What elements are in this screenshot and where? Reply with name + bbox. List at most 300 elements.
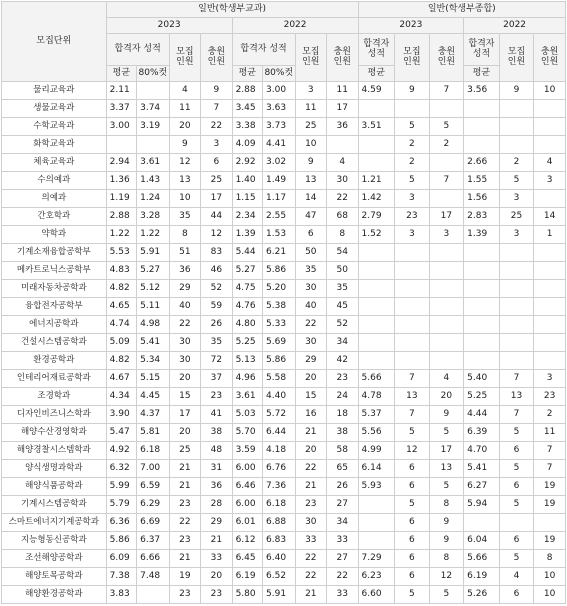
table-cell bbox=[464, 100, 500, 118]
table-cell: 8 bbox=[429, 550, 464, 568]
table-cell: 11 bbox=[295, 100, 326, 118]
table-cell: 1.19 bbox=[106, 190, 136, 208]
header-group-a: 일반(학생부교과) bbox=[106, 2, 358, 18]
table-cell: 5.53 bbox=[106, 244, 136, 262]
table-cell: 19 bbox=[534, 532, 566, 550]
table-cell bbox=[464, 136, 500, 154]
table-cell: 3 bbox=[499, 226, 534, 244]
header-a-2023: 2023 bbox=[106, 18, 232, 34]
table-row bbox=[2, 514, 566, 532]
table-cell: 4.70 bbox=[464, 442, 500, 460]
table-cell: 9 bbox=[429, 406, 464, 424]
table-cell: 21 bbox=[201, 532, 232, 550]
header-b22-grade: 합격자 성적 bbox=[464, 34, 500, 66]
table-cell: 6 bbox=[499, 442, 534, 460]
table-cell: 59 bbox=[201, 298, 232, 316]
table-cell bbox=[464, 298, 500, 316]
table-cell: 23 bbox=[295, 496, 326, 514]
table-cell: 6.46 bbox=[232, 478, 262, 496]
table-cell: 52 bbox=[327, 316, 359, 334]
header-b23-fill: 충원 인원 bbox=[429, 34, 464, 82]
table-cell bbox=[358, 262, 395, 280]
table-cell: 9 bbox=[499, 82, 534, 100]
table-cell: 12 bbox=[169, 154, 200, 172]
table-row bbox=[2, 496, 566, 514]
table-cell: 5 bbox=[429, 586, 464, 604]
table-cell bbox=[534, 136, 566, 154]
table-cell: 25 bbox=[499, 208, 534, 226]
table-cell: 6.18 bbox=[263, 496, 296, 514]
table-cell bbox=[395, 100, 430, 118]
table-cell bbox=[464, 118, 500, 136]
table-cell: 29 bbox=[201, 514, 232, 532]
table-cell: 2.11 bbox=[106, 82, 136, 100]
table-cell bbox=[358, 532, 395, 550]
table-cell: 15 bbox=[295, 388, 326, 406]
table-cell: 19 bbox=[534, 478, 566, 496]
table-cell: 25 bbox=[169, 442, 200, 460]
table-cell: 22 bbox=[295, 568, 326, 586]
table-cell: 21 bbox=[295, 478, 326, 496]
table-cell: 11 bbox=[534, 424, 566, 442]
table-cell: 3.02 bbox=[263, 154, 296, 172]
table-cell: 6 bbox=[395, 532, 430, 550]
table-cell: 1.42 bbox=[358, 190, 395, 208]
table-cell bbox=[395, 244, 430, 262]
table-cell: 1.52 bbox=[358, 226, 395, 244]
table-cell: 22 bbox=[327, 190, 359, 208]
table-cell: 5.47 bbox=[106, 424, 136, 442]
table-cell: 5.41 bbox=[137, 334, 170, 352]
table-cell bbox=[534, 244, 566, 262]
table-cell: 17 bbox=[429, 208, 464, 226]
table-cell: 1.17 bbox=[263, 190, 296, 208]
table-cell: 10 bbox=[169, 190, 200, 208]
table-cell: 5.33 bbox=[263, 316, 296, 334]
table-cell: 12 bbox=[429, 568, 464, 586]
table-cell: 4 bbox=[534, 154, 566, 172]
table-cell: 58 bbox=[327, 442, 359, 460]
table-cell: 17 bbox=[327, 100, 359, 118]
table-cell: 21 bbox=[295, 424, 326, 442]
table-cell: 4.41 bbox=[263, 136, 296, 154]
table-cell: 6.59 bbox=[137, 478, 170, 496]
table-cell: 28 bbox=[201, 496, 232, 514]
table-cell: 5 bbox=[499, 550, 534, 568]
table-cell: 5 bbox=[395, 586, 430, 604]
row-unit-name: 에너지공학과 bbox=[2, 316, 107, 334]
table-cell: 5 bbox=[395, 172, 430, 190]
header-b22-fill: 충원 인원 bbox=[534, 34, 566, 82]
table-cell: 1.21 bbox=[358, 172, 395, 190]
table-cell: 6.52 bbox=[263, 568, 296, 586]
table-cell: 6.36 bbox=[106, 514, 136, 532]
table-row bbox=[2, 244, 566, 262]
table-cell: 6.83 bbox=[263, 532, 296, 550]
table-cell: 3 bbox=[201, 136, 232, 154]
table-cell: 4.37 bbox=[137, 406, 170, 424]
table-cell: 5.80 bbox=[232, 586, 262, 604]
table-cell: 47 bbox=[295, 208, 326, 226]
row-unit-name: 지능형동신공학과 bbox=[2, 532, 107, 550]
table-cell: 6.29 bbox=[137, 496, 170, 514]
table-cell: 13 bbox=[295, 172, 326, 190]
table-cell: 3.00 bbox=[263, 82, 296, 100]
table-cell: 7 bbox=[534, 460, 566, 478]
table-cell: 33 bbox=[327, 532, 359, 550]
header-a23-fill: 충원 인원 bbox=[201, 34, 232, 82]
row-unit-name: 조선해양공학과 bbox=[2, 550, 107, 568]
table-cell: 3.37 bbox=[106, 100, 136, 118]
header-a23-recruit: 모집 인원 bbox=[169, 34, 200, 82]
table-cell: 20 bbox=[169, 370, 200, 388]
table-cell: 4 bbox=[499, 568, 534, 586]
table-cell: 45 bbox=[327, 298, 359, 316]
table-cell: 30 bbox=[295, 280, 326, 298]
table-cell: 50 bbox=[327, 262, 359, 280]
table-cell: 31 bbox=[201, 460, 232, 478]
table-cell: 3 bbox=[534, 172, 566, 190]
table-cell: 3.28 bbox=[137, 208, 170, 226]
table-cell: 5.20 bbox=[263, 280, 296, 298]
table-cell: 23 bbox=[201, 388, 232, 406]
table-cell: 4.99 bbox=[358, 442, 395, 460]
table-cell: 5.86 bbox=[106, 532, 136, 550]
table-cell: 5.25 bbox=[232, 334, 262, 352]
table-cell: 22 bbox=[295, 316, 326, 334]
table-cell: 7.36 bbox=[263, 478, 296, 496]
table-cell: 1.53 bbox=[263, 226, 296, 244]
table-cell: 5.93 bbox=[358, 478, 395, 496]
table-cell: 9 bbox=[295, 154, 326, 172]
table-cell bbox=[429, 190, 464, 208]
table-cell: 4.65 bbox=[106, 298, 136, 316]
table-cell: 26 bbox=[201, 316, 232, 334]
table-cell bbox=[429, 262, 464, 280]
table-cell: 5.34 bbox=[137, 352, 170, 370]
table-cell: 3.56 bbox=[464, 82, 500, 100]
table-cell: 3.61 bbox=[137, 154, 170, 172]
table-cell: 4.67 bbox=[106, 370, 136, 388]
table-cell: 5.56 bbox=[358, 424, 395, 442]
table-cell: 7 bbox=[499, 406, 534, 424]
header-b22-avg: 평균 bbox=[464, 66, 500, 82]
table-row bbox=[2, 154, 566, 172]
row-unit-name: 체육교육과 bbox=[2, 154, 107, 172]
table-cell: 6 bbox=[295, 226, 326, 244]
table-cell bbox=[499, 262, 534, 280]
table-cell: 4.83 bbox=[106, 262, 136, 280]
table-cell: 4.44 bbox=[464, 406, 500, 424]
table-cell: 6.19 bbox=[232, 568, 262, 586]
table-cell: 2 bbox=[534, 406, 566, 424]
table-cell: 6 bbox=[499, 532, 534, 550]
table-cell: 4 bbox=[429, 370, 464, 388]
table-cell: 10 bbox=[295, 136, 326, 154]
table-cell: 5.37 bbox=[358, 406, 395, 424]
table-cell: 1.24 bbox=[137, 190, 170, 208]
table-cell: 44 bbox=[201, 208, 232, 226]
table-cell: 6.23 bbox=[358, 568, 395, 586]
table-cell: 6.04 bbox=[464, 532, 500, 550]
table-cell: 30 bbox=[327, 172, 359, 190]
table-cell: 5 bbox=[429, 478, 464, 496]
table-cell: 23 bbox=[169, 496, 200, 514]
admissions-table bbox=[1, 1, 566, 604]
table-cell bbox=[429, 298, 464, 316]
table-cell bbox=[464, 262, 500, 280]
table-cell: 3.59 bbox=[232, 442, 262, 460]
table-cell: 9 bbox=[395, 82, 430, 100]
table-cell: 52 bbox=[201, 280, 232, 298]
table-cell: 35 bbox=[201, 334, 232, 352]
table-cell: 5 bbox=[499, 460, 534, 478]
table-cell: 5.72 bbox=[263, 406, 296, 424]
table-cell: 7 bbox=[534, 442, 566, 460]
table-cell: 2 bbox=[395, 154, 430, 172]
row-unit-name: 간호학과 bbox=[2, 208, 107, 226]
table-cell bbox=[358, 244, 395, 262]
table-cell: 10 bbox=[534, 586, 566, 604]
table-cell bbox=[358, 100, 395, 118]
table-cell: 6.00 bbox=[232, 460, 262, 478]
table-cell: 6.88 bbox=[263, 514, 296, 532]
table-cell: 8 bbox=[429, 496, 464, 514]
table-cell: 3 bbox=[395, 226, 430, 244]
table-cell: 6 bbox=[395, 550, 430, 568]
table-cell bbox=[395, 334, 430, 352]
table-cell: 4.09 bbox=[232, 136, 262, 154]
table-cell: 5 bbox=[395, 118, 430, 136]
table-cell: 40 bbox=[295, 298, 326, 316]
row-unit-name: 조경학과 bbox=[2, 388, 107, 406]
table-cell: 36 bbox=[169, 262, 200, 280]
table-cell: 4.82 bbox=[106, 352, 136, 370]
table-cell: 4.76 bbox=[232, 298, 262, 316]
table-cell: 9 bbox=[429, 532, 464, 550]
table-cell: 27 bbox=[327, 550, 359, 568]
table-cell: 1.39 bbox=[464, 226, 500, 244]
table-cell: 25 bbox=[201, 172, 232, 190]
table-cell: 5.27 bbox=[232, 262, 262, 280]
table-cell: 4 bbox=[169, 82, 200, 100]
table-cell: 7 bbox=[429, 172, 464, 190]
table-cell: 35 bbox=[169, 208, 200, 226]
table-cell bbox=[358, 280, 395, 298]
table-cell: 5.86 bbox=[263, 262, 296, 280]
table-cell: 30 bbox=[295, 514, 326, 532]
table-cell: 7.29 bbox=[358, 550, 395, 568]
table-cell: 3 bbox=[395, 190, 430, 208]
table-row bbox=[2, 298, 566, 316]
header-a22-cut: 80%컷 bbox=[263, 66, 296, 82]
table-cell bbox=[499, 316, 534, 334]
table-cell: 7 bbox=[395, 370, 430, 388]
header-b-2022: 2022 bbox=[464, 18, 566, 34]
table-row bbox=[2, 586, 566, 604]
table-row bbox=[2, 334, 566, 352]
table-cell: 36 bbox=[201, 478, 232, 496]
table-cell: 6.12 bbox=[232, 532, 262, 550]
row-unit-name: 양식생명과학과 bbox=[2, 460, 107, 478]
table-cell: 5 bbox=[395, 424, 430, 442]
table-cell: 5.27 bbox=[137, 262, 170, 280]
table-cell: 29 bbox=[169, 280, 200, 298]
table-cell: 3.83 bbox=[106, 586, 136, 604]
table-cell: 6.44 bbox=[263, 424, 296, 442]
row-unit-name: 생물교육과 bbox=[2, 100, 107, 118]
row-unit-name: 건설시스템공학과 bbox=[2, 334, 107, 352]
table-cell: 35 bbox=[295, 262, 326, 280]
header-a23-grade: 합격자 성적 bbox=[106, 34, 169, 66]
table-cell: 5.86 bbox=[263, 352, 296, 370]
table-cell bbox=[534, 262, 566, 280]
row-unit-name: 물리교육과 bbox=[2, 82, 107, 100]
table-cell: 46 bbox=[201, 262, 232, 280]
table-cell: 6.37 bbox=[137, 532, 170, 550]
table-cell: 5.79 bbox=[106, 496, 136, 514]
table-cell: 3.61 bbox=[232, 388, 262, 406]
table-cell: 3.00 bbox=[106, 118, 136, 136]
table-cell: 3.90 bbox=[106, 406, 136, 424]
table-cell bbox=[534, 298, 566, 316]
table-row bbox=[2, 172, 566, 190]
table-cell: 34 bbox=[327, 514, 359, 532]
table-cell bbox=[358, 334, 395, 352]
table-cell: 3 bbox=[429, 226, 464, 244]
table-cell: 13 bbox=[169, 172, 200, 190]
table-cell bbox=[429, 352, 464, 370]
table-cell bbox=[358, 496, 395, 514]
table-cell bbox=[534, 352, 566, 370]
table-cell: 20 bbox=[169, 424, 200, 442]
table-cell: 8 bbox=[327, 226, 359, 244]
row-unit-name: 수학교육과 bbox=[2, 118, 107, 136]
table-cell: 22 bbox=[169, 316, 200, 334]
table-cell: 2.92 bbox=[232, 154, 262, 172]
table-row bbox=[2, 190, 566, 208]
table-cell: 2 bbox=[499, 154, 534, 172]
table-cell: 6 bbox=[395, 478, 430, 496]
table-cell: 22 bbox=[295, 550, 326, 568]
table-cell bbox=[464, 352, 500, 370]
row-unit-name: 해양수산경영학과 bbox=[2, 424, 107, 442]
table-cell: 5.91 bbox=[263, 586, 296, 604]
header-a22-grade: 합격자 성적 bbox=[232, 34, 295, 66]
table-cell: 7 bbox=[201, 100, 232, 118]
table-cell: 5 bbox=[499, 424, 534, 442]
table-cell: 3.73 bbox=[263, 118, 296, 136]
row-unit-name: 약학과 bbox=[2, 226, 107, 244]
table-cell: 5.03 bbox=[232, 406, 262, 424]
table-cell: 23 bbox=[169, 586, 200, 604]
table-cell bbox=[499, 298, 534, 316]
table-cell: 3.19 bbox=[137, 118, 170, 136]
table-cell: 5.44 bbox=[232, 244, 262, 262]
table-cell: 21 bbox=[169, 550, 200, 568]
table-cell: 16 bbox=[295, 406, 326, 424]
table-cell bbox=[464, 334, 500, 352]
table-row bbox=[2, 388, 566, 406]
table-cell: 1.22 bbox=[137, 226, 170, 244]
table-cell: 13 bbox=[499, 388, 534, 406]
table-cell: 5.70 bbox=[232, 424, 262, 442]
table-cell: 10 bbox=[534, 82, 566, 100]
table-cell bbox=[429, 100, 464, 118]
table-cell: 3 bbox=[534, 370, 566, 388]
table-cell: 12 bbox=[201, 226, 232, 244]
table-cell: 1.55 bbox=[464, 172, 500, 190]
table-cell: 2.34 bbox=[232, 208, 262, 226]
table-cell bbox=[534, 334, 566, 352]
table-cell bbox=[534, 514, 566, 532]
table-cell: 5.25 bbox=[464, 388, 500, 406]
table-cell: 6.40 bbox=[263, 550, 296, 568]
table-cell bbox=[327, 136, 359, 154]
table-row bbox=[2, 226, 566, 244]
table-cell: 2.79 bbox=[358, 208, 395, 226]
row-unit-name: 기계시스템공학과 bbox=[2, 496, 107, 514]
table-cell: 5.40 bbox=[464, 370, 500, 388]
table-cell: 23 bbox=[169, 532, 200, 550]
table-cell bbox=[137, 136, 170, 154]
header-b23-avg: 평균 bbox=[358, 66, 395, 82]
table-cell: 7 bbox=[395, 406, 430, 424]
table-cell: 5 bbox=[395, 496, 430, 514]
header-unit: 모집단위 bbox=[2, 2, 107, 82]
table-row bbox=[2, 118, 566, 136]
table-cell: 1.56 bbox=[464, 190, 500, 208]
table-row bbox=[2, 208, 566, 226]
table-cell: 2.88 bbox=[106, 208, 136, 226]
table-cell: 19 bbox=[534, 496, 566, 514]
table-row bbox=[2, 316, 566, 334]
table-cell: 3.51 bbox=[358, 118, 395, 136]
table-cell: 38 bbox=[327, 424, 359, 442]
table-cell: 33 bbox=[327, 586, 359, 604]
table-row bbox=[2, 370, 566, 388]
table-cell: 5.94 bbox=[464, 496, 500, 514]
table-cell: 48 bbox=[201, 442, 232, 460]
table-cell bbox=[358, 298, 395, 316]
table-cell: 4.74 bbox=[106, 316, 136, 334]
header-b23-recruit: 모집 인원 bbox=[395, 34, 430, 82]
table-cell bbox=[499, 334, 534, 352]
table-cell: 4.59 bbox=[358, 82, 395, 100]
table-cell: 1.15 bbox=[232, 190, 262, 208]
table-cell: 83 bbox=[201, 244, 232, 262]
header-a-2022: 2022 bbox=[232, 18, 358, 34]
table-cell: 7 bbox=[429, 82, 464, 100]
table-cell: 23 bbox=[327, 370, 359, 388]
table-cell: 4 bbox=[327, 154, 359, 172]
table-cell: 25 bbox=[295, 118, 326, 136]
row-unit-name: 환경공학과 bbox=[2, 352, 107, 370]
table-cell: 6.69 bbox=[137, 514, 170, 532]
table-cell: 37 bbox=[201, 370, 232, 388]
table-cell: 6 bbox=[499, 478, 534, 496]
table-row bbox=[2, 532, 566, 550]
table-cell: 20 bbox=[201, 568, 232, 586]
table-cell: 8 bbox=[169, 226, 200, 244]
table-cell: 29 bbox=[295, 352, 326, 370]
row-unit-name: 메카트로닉스공학부 bbox=[2, 262, 107, 280]
table-cell: 5.12 bbox=[137, 280, 170, 298]
table-cell: 36 bbox=[327, 118, 359, 136]
table-cell: 15 bbox=[169, 388, 200, 406]
table-cell: 22 bbox=[201, 118, 232, 136]
table-cell: 3.63 bbox=[263, 100, 296, 118]
